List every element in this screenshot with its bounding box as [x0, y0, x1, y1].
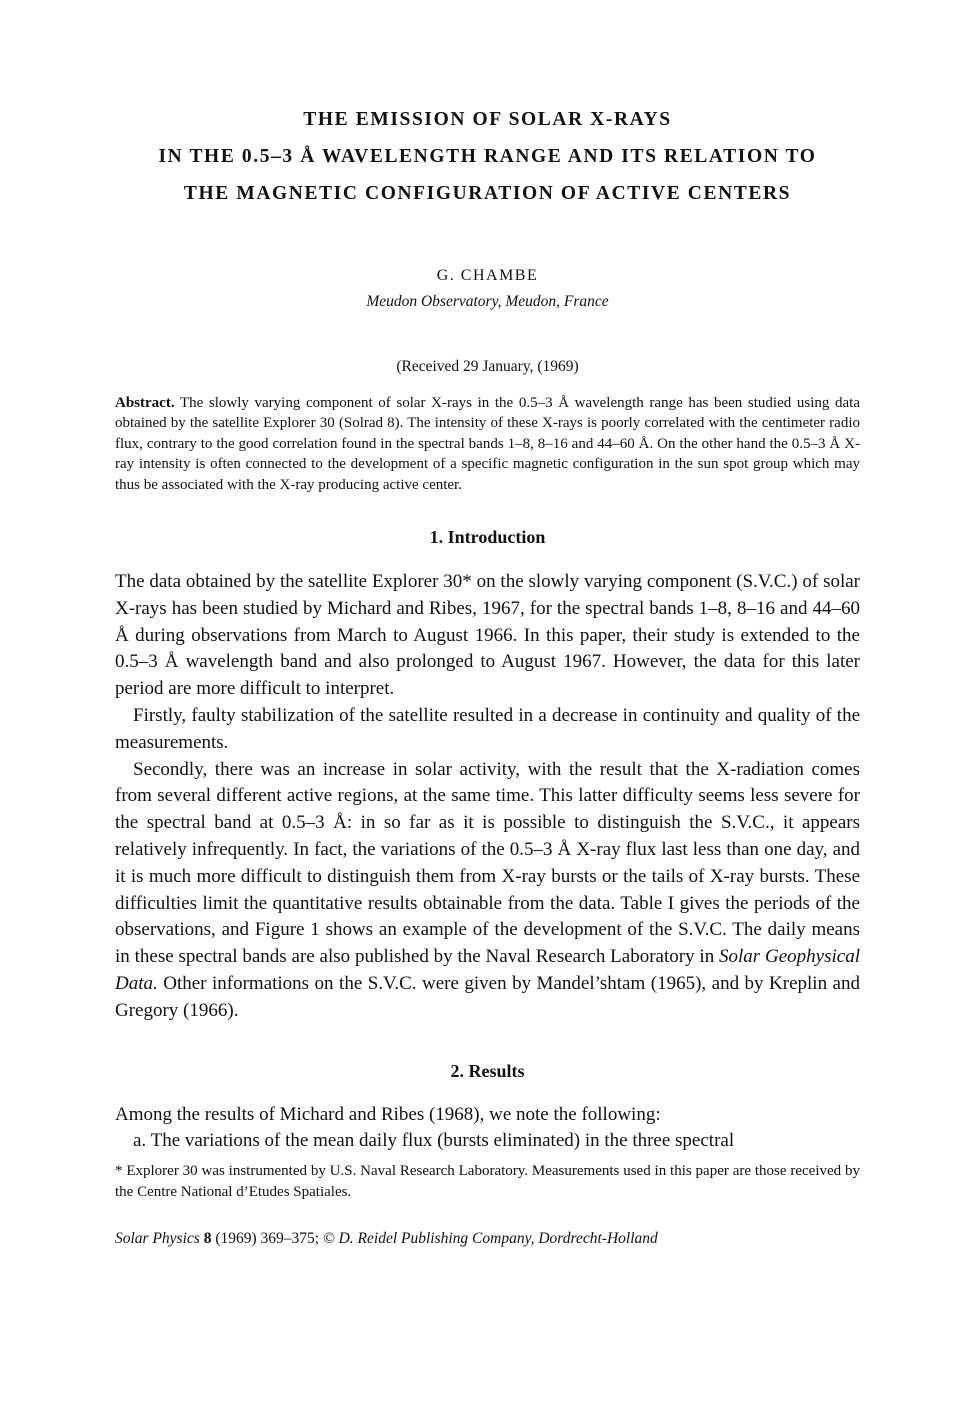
- abstract-label: Abstract.: [115, 395, 175, 411]
- section-introduction-body: [115, 569, 860, 1025]
- title-line-2: IN THE 0.5–3 Å WAVELENGTH RANGE AND ITS RELATION TO: [158, 146, 817, 167]
- section-heading-introduction: 1. Introduction: [429, 527, 546, 548]
- journal-reference: Solar Geophysical Data.: [115, 946, 861, 994]
- paragraph: The data obtained by the satellite Explorer 30* on the slowly varying component (S.V.C.) of solar X-rays has been studied by Michard and Ribes, 1967, for the spectral bands 1–8, 8–16 and 44–60 Å during observations from March to August 1966. In this paper, their study is extended to the 0.5–3 Å wavelength band and also prolonged to August 1967. However, the data for this later period are more difficult to interpret.: [115, 571, 860, 700]
- abstract: [115, 393, 860, 495]
- author-name: G. CHAMBE: [436, 267, 539, 284]
- footnote: * Explorer 30 was instrumented by U.S. Naval Research Laboratory. Measurements used in this paper are those received by the Centre National d’Etudes Spatiales.: [115, 1163, 860, 1200]
- paper-page: [115, 0, 860, 1249]
- paragraph-text: Other informations on the S.V.C. were given by Mandel’shtam (1965), and by Kreplin and Gregory (1966).: [115, 972, 860, 1021]
- journal-footer: [115, 1229, 860, 1249]
- received-date: (Received 29 January, (1969): [396, 358, 579, 375]
- paragraph: Firstly, faulty stabilization of the satellite resulted in a decrease in continuity and quality of the measurements.: [115, 705, 860, 753]
- journal-volume: 8: [203, 1230, 212, 1248]
- journal-name: Solar Physics: [115, 1230, 200, 1248]
- section-heading-results: 2. Results: [450, 1060, 525, 1081]
- paper-title: [115, 0, 860, 212]
- title-line-3: THE MAGNETIC CONFIGURATION OF ACTIVE CENTERS: [183, 183, 792, 204]
- publisher: © D. Reidel Publishing Company, Dordrecht-Holland: [322, 1230, 658, 1248]
- title-line-1: THE EMISSION OF SOLAR X-RAYS: [303, 109, 672, 130]
- section-results-body: [115, 1102, 860, 1156]
- paragraph-text: Secondly, there was an increase in solar activity, with the result that the X-radiation comes from several different active regions, at the same time. This latter difficulty seems less severe for the spectral band at 0.5–3 Å: in so far as it is possible to distinguish the S.V.C., it appears relatively infrequently. In fact, the variations of the 0.5–3 Å X-ray flux last less than one day, and it is much more difficult to distinguish them from X-ray bursts or the tails of X-ray bursts. These difficulties limit the quantitative results obtainable from the data. Table I gives the periods of the observations, and Figure 1 shows an example of the development of the S.V.C. The daily means in these spectral bands are also published by the Naval Research Laboratory in: [115, 758, 860, 968]
- author-affiliation: Meudon Observatory, Meudon, France: [366, 293, 609, 310]
- journal-pages: (1969) 369–375;: [215, 1230, 320, 1248]
- paragraph: a. The variations of the mean daily flux (bursts eliminated) in the three spectral: [133, 1130, 735, 1152]
- abstract-text: The slowly varying component of solar X-rays in the 0.5–3 Å wavelength range has been studied using data obtained by the satellite Explorer 30 (Solrad 8). The intensity of these X-rays is poorly correlated with the centimeter radio flux, contrary to the good correlation found in the spectral bands 1–8, 8–16 and 44–60 Å. On the other hand the 0.5–3 Å X-ray intensity is often connected to the development of a specific magnetic configuration in the sun spot group which may thus be associated with the X-ray producing active center.: [115, 395, 860, 493]
- paragraph: [115, 757, 860, 1025]
- paragraph: Among the results of Michard and Ribes (1968), we note the following:: [115, 1103, 661, 1125]
